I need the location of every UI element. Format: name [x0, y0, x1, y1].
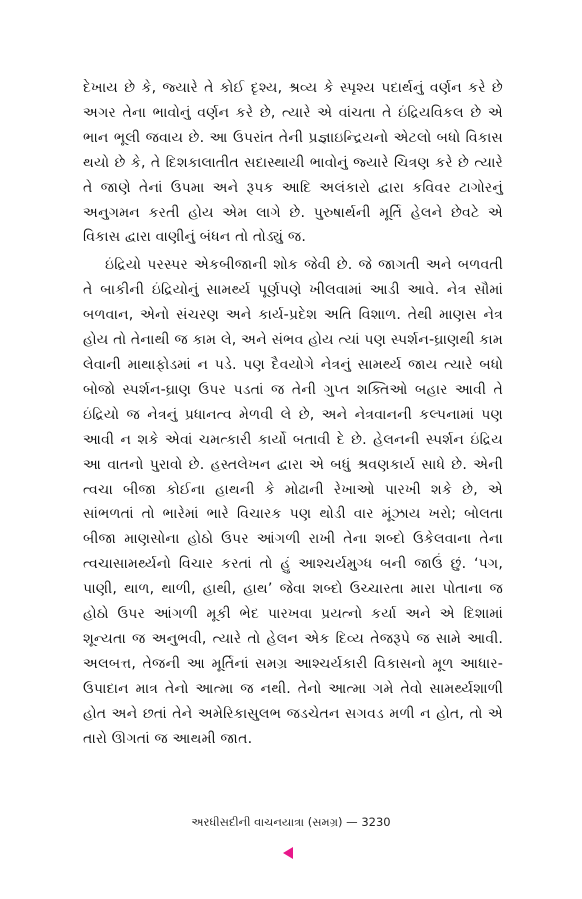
- paragraph-1: દેખાય છે કે, જ્યારે તે કોઈ દૃશ્ય, શ્રવ્ય કે સ્પૃશ્ય પદાર્થનું વર્ણન કરે છે અગર તેના ભાવોનું વર્ણન કરે છે, ત્યારે એ વાંચતા તે ઇંદ્રિયવિકલ છે એ ભાન ભૂલી જવાય છે. આ ઉપરાંત તેની પ્રજ્ઞાઇન્દ્રિયનો એટલો બધો વિકાસ થયો છે કે, તે દિશકાલાતીત સદાસ્થાયી ભાવોનું જ્યારે ચિત્રણ કરે છે ત્યારે તે જાણે તેનાં ઉપમા અને રૂપક આદિ અલંકારો દ્વારા કવિવર ટાગોરનું અનુગમન કરતી હોય એમ લાગે છે. પુરુષાર્થની મૂર્તિ હેલને છેવટે એ વિકાસ દ્વારા વાણીનું બંધન તો તોડ્યું જ.: [83, 80, 503, 246]
- page-footer: અરધીસદીની વાચનયાત્રા (સમગ્ર) — 3230: [191, 815, 391, 829]
- paragraph-2: ઇંદ્રિયો પરસ્પર એકબીજાની શોક જેવી છે. જે જાગતી અને બળવતી તે બાકીની ઇંદ્રિયોનું સામર્થ્ય પૂર્ણપણે ખીલવામાં આડી આવે. નેત્ર સૌમાં બળવાન, એનો સંચરણ અને કાર્ય-પ્રદેશ અતિ વિશાળ. તેથી માણસ નેત્ર હોય તો તેનાથી જ કામ લે, અને સંભવ હોય ત્યાં પણ સ્પર્શન-ઘ્રાણથી કામ લેવાની માથાફોડમાં ન પડે. પણ દૈવયોગે નેત્રનું સામર્થ્ય જાય ત્યારે બધો બોજો સ્પર્શન-ઘ્રાણ ઉપર પડતાં જ તેની ગુપ્ત શક્તિઓ બહાર આવી તે ઇંદ્રિયો જ નેત્રનું પ્રધાનત્વ મેળવી લે છે, અને નેત્રવાનની કલ્પનામાં પણ આવી ન શકે એવાં ચમત્કારી કાર્યો બતાવી દે છે. હેલનની સ્પર્શન ઇંદ્રિય આ વાતનો પુરાવો છે. હસ્તલેખન દ્વારા એ બધું શ્રવણકાર્ય સાધે છે. એની ત્વચા બીજા કોઈના હાથની કે મોઢાની રેખાઓ પારખી શકે છે, એ સાંભળતાં તો ભારેમાં ભારે વિચારક પણ થોડી વાર મૂંઝાય ખરો; બોલતા બીજા માણસોના હોઠો ઉપર આંગળી રાખી તેના શબ્દો ઉકેલવાના તેના ત્વચાસામર્થ્યનો વિચાર કરતાં તો હું આશ્ચર્યમુગ્ધ બની જાઉં છું. ‘પગ, પાણી, થાળ, થાળી, હાથી, હાથ’ જેવા શબ્દો ઉચ્ચારતા મારા પોતાના જ હોઠો ઉપર આંગળી મૂકી ભેદ પારખવા પ્રયત્નો કર્યા અને એ દિશામાં શૂન્યતા જ અનુભવી, ત્યારે તો હેલન એક દિવ્ય તેજરૂપે જ સામે આવી. અલબત્ત, તેજની આ મૂર્તિનાં સમગ્ર આશ્ચર્યકારી વિકાસનો મૂળ આધાર-ઉપાદાન માત્ર તેનો આત્મા જ નથી. તેનો આત્મા ગમે તેવો સામર્થ્યશાળી હોત અને છતાં તેને અમેરિકાસુલભ જડચેતન સગવડ મળી ન હોત, તો એ તારો ઊગતાં જ આથમી જાત.: [83, 257, 503, 747]
- body-text: [83, 76, 503, 751]
- left-arrow-icon[interactable]: [283, 847, 293, 859]
